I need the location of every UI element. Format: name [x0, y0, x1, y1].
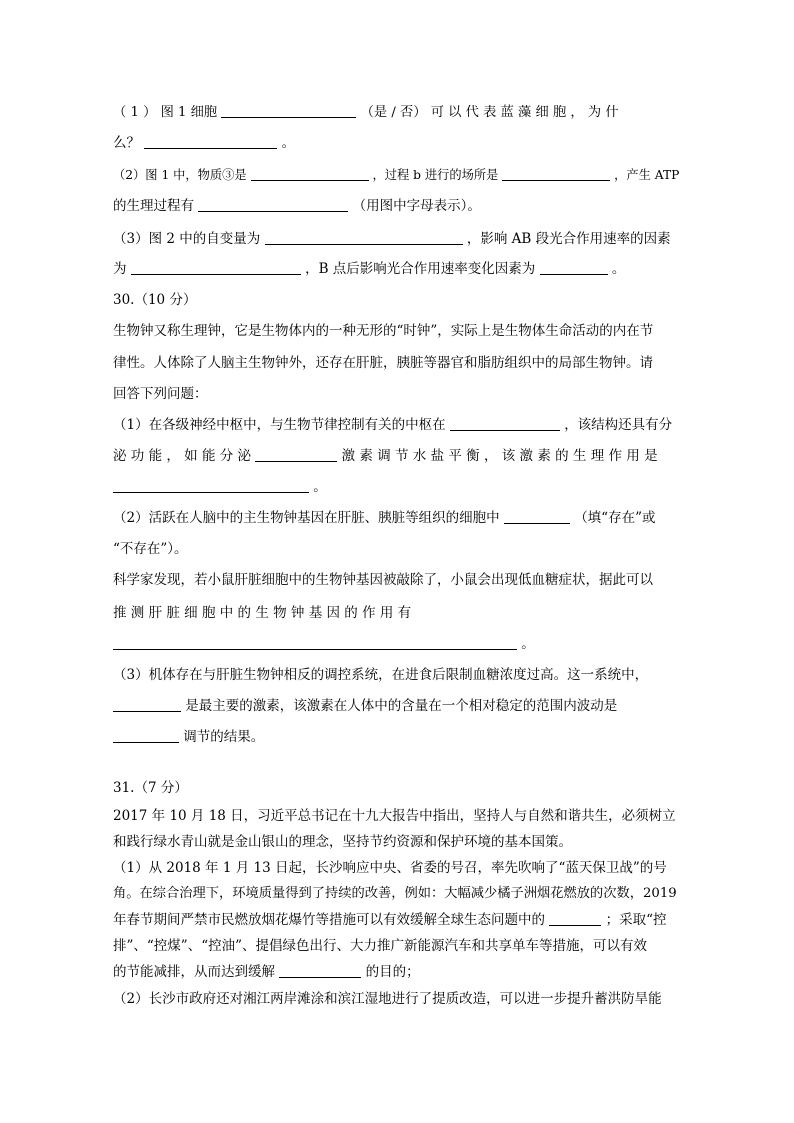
- q29-p2-text-b: ，过程 b 进行的场所是: [372, 168, 499, 182]
- q29-p1-text-b: （是 / 否） 可 以 代 表 蓝 藻 细 胞 ， 为 什: [360, 105, 619, 120]
- q29-p1-end: 。: [281, 135, 296, 151]
- q30-s2-end: 。: [521, 636, 535, 652]
- q29-p2-text-d: 的生理过程有: [113, 198, 194, 214]
- answer-blank[interactable]: [502, 166, 610, 181]
- answer-blank[interactable]: [113, 697, 181, 712]
- answer-blank[interactable]: [540, 260, 608, 275]
- q30-line-s3c: [113, 727, 681, 747]
- answer-blank[interactable]: [279, 963, 361, 978]
- q29-line-6: [113, 259, 681, 279]
- q30-s3-text-c: 调节的结果。: [183, 729, 265, 745]
- q30-line-s3b: [113, 696, 681, 716]
- q29-p3-text-d: ，B 点后影响光合作用速率变化因素为: [305, 261, 536, 277]
- q31-s1-text-e: 排”、“控煤”、“控油”、提倡绿色出行、大力推广新能源汽车和共享单车等措施，可以有效: [113, 938, 648, 954]
- q30-line-s2f: [113, 634, 681, 654]
- q31-s1-text-a: （1）从 2018 年 1 月 13 日起，长沙响应中央、省委的号召，率先吹响了“蓝天保卫战”的号: [113, 860, 667, 876]
- q30-s2-text-e: 推 测 肝 脏 细 胞 中 的 生 物 钟 基 因 的 作 用 有: [113, 605, 412, 621]
- q31-s1-text-b: 角。在综合治理下，环境质量得到了持续的改善，例如：大幅减少橘子洲烟花燃放的次数，2019: [113, 886, 677, 901]
- answer-blank[interactable]: [113, 728, 179, 743]
- q31-s1-text-d: ；采取“控: [605, 912, 667, 928]
- q31-s1-text-c: 年春节期间严禁市民燃放烟花爆竹等措施可以有效缓解全球生态问题中的: [113, 912, 545, 928]
- q30-s2-text-b: （填“存在”或: [574, 510, 656, 526]
- answer-blank[interactable]: [251, 166, 369, 181]
- q31-s1-text-g: 的目的；: [365, 964, 420, 980]
- q30-s1-text-b: ，该结构还具有分: [564, 417, 673, 433]
- q31-intro-2: 和践行绿水青山就是金山银山的理念，坚持节约资源和保护环境的基本国策。: [113, 834, 572, 850]
- q30-intro-3: 回答下列问题：: [113, 386, 208, 402]
- answer-blank[interactable]: [450, 416, 560, 431]
- q29-line-1: [113, 103, 681, 123]
- q30-header: 30.（10 分）: [113, 292, 197, 308]
- q29-p3-text-b: ，影响 AB 段光合作用速率的因素: [466, 231, 671, 247]
- answer-blank[interactable]: [198, 197, 348, 212]
- q30-s1-text-c: 泌 功 能 ， 如 能 分 泌: [113, 448, 252, 464]
- q29-p2-text-a: （2）图 1 中，物质③是: [113, 168, 247, 182]
- q30-s3-text-a: （3）机体存在与肝脏生物钟相反的调控系统，在进食后限制血糖浓度过高。这一系统中，: [113, 667, 649, 683]
- q31-header: 31.（7 分）: [113, 780, 188, 796]
- q30-s2-text-a: （2）活跃在人脑中的主生物钟基因在肝脏、胰脏等组织的细胞中: [113, 510, 500, 526]
- q31-s1-text-f: 的节能减排，从而达到缓解: [113, 964, 275, 980]
- q29-p3-text-c: 为: [113, 261, 127, 277]
- q29-p3-end: 。: [611, 261, 626, 277]
- answer-blank[interactable]: [144, 134, 277, 149]
- q30-line-s1c: [113, 477, 681, 497]
- q31-line-s1c: [113, 910, 681, 930]
- q31-intro-1: 2017 年 10 月 18 日，习近平总书记在十九大报告中指出，坚持人与自然和谐共生，必须树立: [113, 808, 676, 824]
- answer-blank[interactable]: [113, 635, 517, 650]
- q29-line-2: [113, 133, 681, 153]
- q29-line-4: [113, 196, 681, 216]
- q30-line-s1a: [113, 415, 681, 435]
- q30-s2-text-c: “不存在”）。: [113, 541, 188, 557]
- q30-line-s2a: [113, 508, 681, 528]
- q29-line-5: [113, 229, 681, 249]
- q31-s2-text-a: （2）长沙市政府还对湘江两岸滩涂和滨江湿地进行了提质改造，可以进一步提升蓄洪防旱能: [113, 991, 662, 1007]
- q30-s1-end: 。: [313, 479, 327, 495]
- q30-s3-text-b: 是最主要的激素，该激素在人体中的含量在一个相对稳定的范围内波动是: [185, 698, 618, 714]
- q29-p2-text-e: （用图中字母表示）。: [352, 198, 481, 214]
- q30-intro-1: 生物钟又称生理钟，它是生物体内的一种无形的“时钟”，实际上是生物体生命活动的内在节: [113, 323, 654, 339]
- q29-p1-text-a: （ 1 ） 图 1 细胞: [113, 105, 218, 120]
- q29-line-3: [113, 165, 681, 185]
- answer-blank[interactable]: [255, 447, 337, 462]
- q30-line-s1b: [113, 446, 681, 466]
- q30-s1-text-d: 激 素 调 节 水 盐 平 衡 ， 该 激 素 的 生 理 作 用 是: [341, 448, 658, 464]
- q30-intro-2: 律性。人体除了人脑主生物钟外，还存在肝脏，胰脏等器官和脂肪组织中的局部生物钟。请: [113, 355, 653, 371]
- q29-p3-text-a: （3）图 2 中的自变量为: [113, 231, 261, 247]
- answer-blank[interactable]: [549, 911, 601, 926]
- answer-blank[interactable]: [504, 509, 570, 524]
- q29-p2-text-c: ，产生 ATP: [614, 168, 680, 182]
- answer-blank[interactable]: [265, 230, 463, 245]
- answer-blank[interactable]: [131, 260, 301, 275]
- q29-p1-text-c: 么？: [113, 135, 140, 151]
- q30-s1-text-a: （1）在各级神经中枢中，与生物节律控制有关的中枢在: [113, 417, 446, 433]
- answer-blank[interactable]: [221, 103, 356, 118]
- q31-line-s1f: [113, 962, 681, 982]
- q30-s2-text-d: 科学家发现，若小鼠肝脏细胞中的生物钟基因被敲除了，小鼠会出现低血糖症状，据此可以: [113, 572, 653, 588]
- answer-blank[interactable]: [113, 478, 309, 493]
